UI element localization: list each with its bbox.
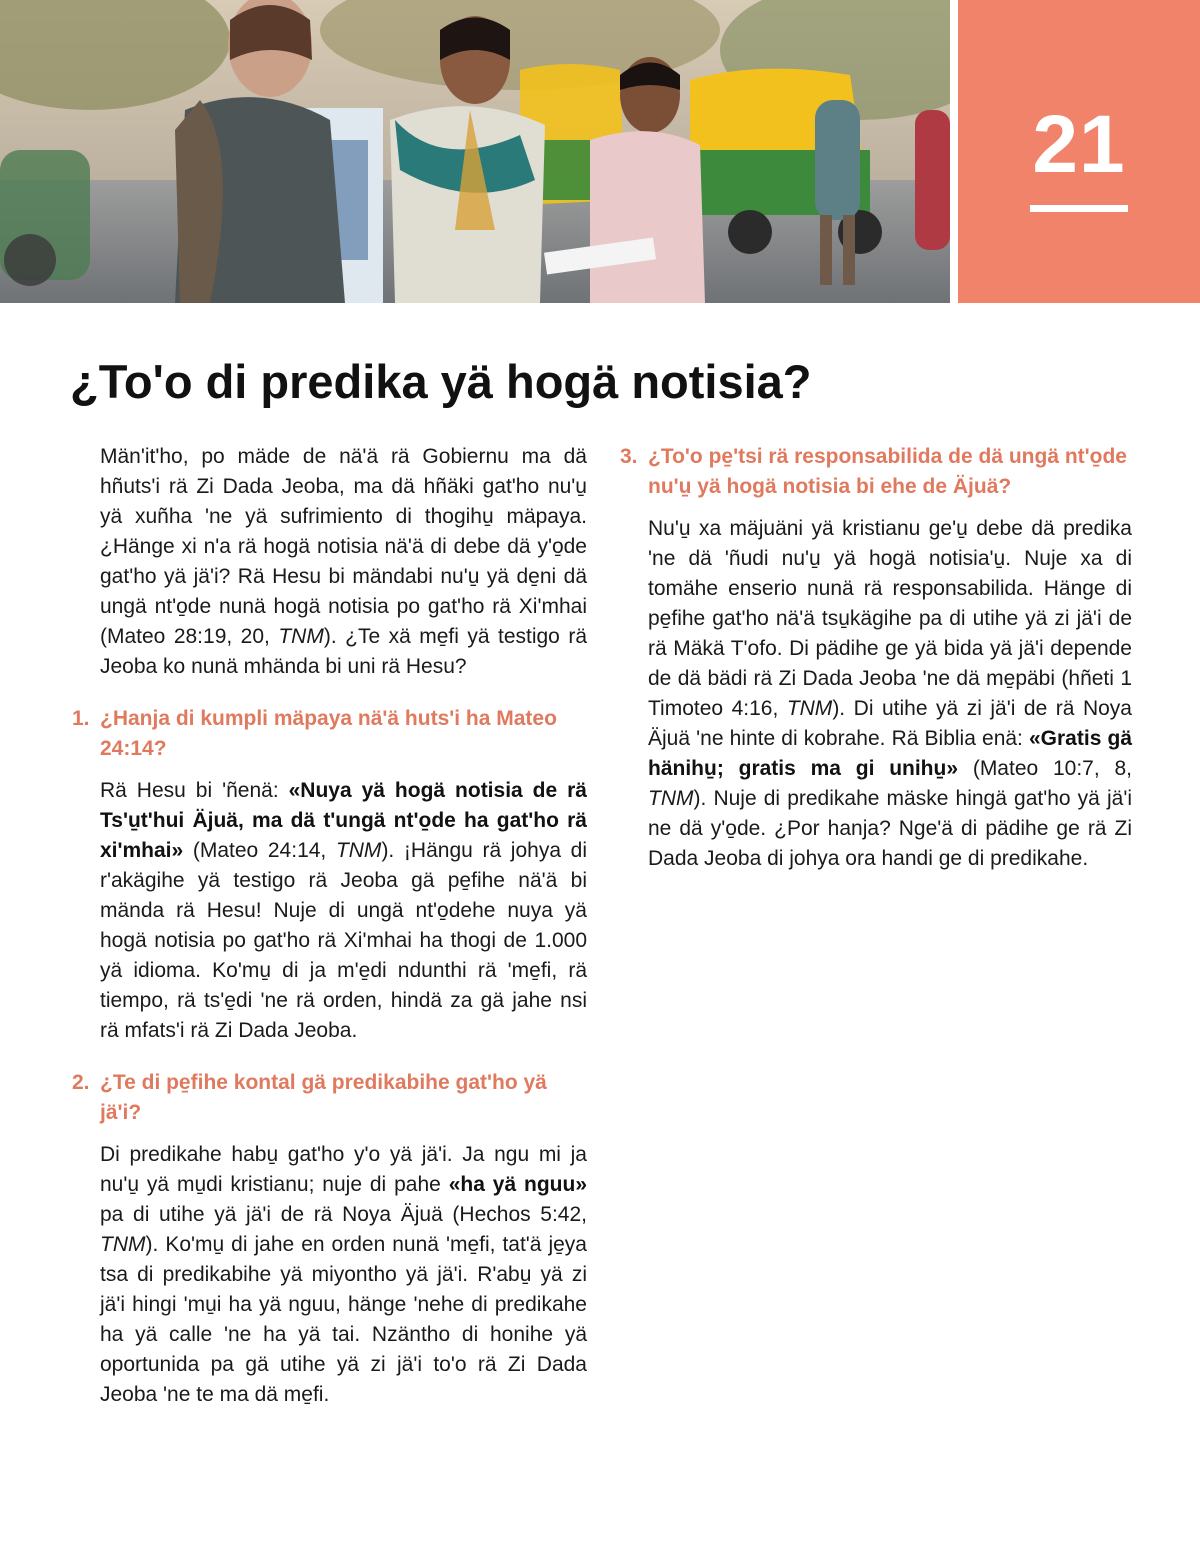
answer-3 [620,514,1132,874]
lesson-number-underline [1030,205,1128,212]
intro-ref: TNM [278,625,324,648]
intro-text-2: ). ¿Te xä me̱fi yä testigo rä Jeoba ko nunä mhända bi uni rä Hesu? [100,625,587,678]
question-3 [620,442,1132,502]
answer-2-text: Di predikahe habu̱ gat'ho y'o yä jä'i. Ja ngu mi ja nu'u̱ yä mu̱di kristianu; nuje di pahe [100,1143,587,1196]
lesson-number: 21 [1032,99,1126,190]
answer-1-ref: TNM [335,839,382,862]
page-title: ¿To'o di predika yä hogä notisia? [70,355,812,408]
answer-3-text-4: ). Nuje di predikahe mäske hingä gat'ho yä jä'i ne dä y'o̱de. ¿Por hanja? Nge'ä di pädihe ge rä Zi Dada Jeoba di johya ora handi ge di predikahe. [648,787,1132,870]
answer-2-ref: TNM [100,1233,146,1256]
intro-paragraph [72,442,587,682]
left-column [72,442,587,1410]
answer-3-quote: «Gratis gä hänihu̱; gratis ma gi unihu̱» [648,727,1132,780]
answer-1 [72,776,587,1046]
answer-1-quote: «Nuya yä hogä notisia de rä Ts'u̱t'hui Äjuä, ma dä t'ungä nt'o̱de ha gat'ho rä xi'mhai» [100,779,587,862]
answer-2-text-2: pa di utihe yä jä'i de rä Noya Äjuä (Hechos 5:42, [100,1203,587,1226]
question-1-number: 1. [72,707,90,730]
answer-1-text-3: ). ¡Hängu rä johya di r'akägihe yä testigo rä Jeoba gä pe̱fihe nä'ä bi mända rä Hesu! Nuje di ungä nt'o̱dehe nuya yä hogä notisia po gat'ho rä Xi'mhai ha thogi de 1.000 yä idioma. Ko'mu̱ di ja m'e̱di ndunthi rä 'me̱fi, rä tiempo, rä ts'e̱di 'ne rä orden, hindä za gä jahe nsi rä mfats'i rä Zi Dada Jeoba. [100,839,588,1042]
question-2-text: ¿Te di pe̱fihe kontal gä predikabihe gat'ho yä jä'i? [100,1071,547,1124]
right-column [620,442,1132,874]
answer-2-text-3: ). Ko'mu̱ di jahe en orden nunä 'me̱fi, tat'ä je̱ya tsa di predikabihe yä miyontho yä jä'i. R'abu̱ yä zi jä'i hingi 'mu̱i ha yä nguu, hänge 'nehe di predikahe ha yä calle 'ne ha yä tai. Nzäntho di honihe yä oportunida pa gä utihe yä zi jä'i to'o rä Zi Dada Jeoba 'ne te ma dä me̱fi. [100,1233,587,1406]
answer-2 [72,1140,587,1410]
question-2 [72,1068,587,1128]
answer-3-text-3: (Mateo 10:7, 8, [958,757,1132,780]
answer-1-text: Rä Hesu bi 'ñenä: [100,779,289,802]
question-3-number: 3. [620,445,638,468]
lesson-number-box [958,0,1200,303]
question-1 [72,704,587,764]
answer-2-quote: «ha yä nguu» [448,1173,587,1196]
hero-photo [0,0,950,303]
answer-3-text-2: ). Di utihe yä zi jä'i de rä Noya Äjuä 'ne hinte di kobrahe. Rä Biblia enä: [648,697,1132,750]
answer-3-ref-2: TNM [648,787,694,810]
answer-1-text-2: (Mateo 24:14, [183,839,336,862]
question-3-text: ¿To'o pe̱'tsi rä responsabilida de dä ungä nt'o̱de nu'u̱ yä hogä notisia bi ehe de Äjuä? [648,445,1127,498]
intro-text: Män'it'ho, po mäde de nä'ä rä Gobiernu ma dä hñuts'i rä Zi Dada Jeoba, ma dä hñäki gat'ho nu'u̱ yä xuñha 'ne yä sufrimiento di thogihu̱ mäpaya. ¿Hänge xi n'a rä hogä notisia nä'ä di debe dä y'o̱de gat'ho yä jä'i? Rä Hesu bi mändabi nu'u̱ yä de̱ni dä ungä nt'o̱de nunä hogä notisia po gat'ho rä Xi'mhai (Mateo 28:19, 20, [100,445,587,648]
question-1-text: ¿Hanja di kumpli mäpaya nä'ä huts'i ha Mateo 24:14? [100,707,557,760]
question-2-number: 2. [72,1071,90,1094]
answer-3-ref: TNM [786,697,833,720]
answer-3-text: Nu'u̱ xa mäjuäni yä kristianu ge'u̱ debe dä predika 'ne dä 'ñudi nu'u̱ yä hogä notisia'u̱. Nuje xa di tomähe enserio nunä rä responsabilida. Hänge di pe̱fihe gat'ho nä'ä tsu̱kägihe pa di utihe yä zi jä'i de rä Mäkä T'ofo. Di pädihe ge yä bida yä jä'i depende de dä bädi rä Zi Dada Jeoba 'ne dä me̱päbi (hñeti 1 Timoteo 4:16, [648,517,1132,720]
